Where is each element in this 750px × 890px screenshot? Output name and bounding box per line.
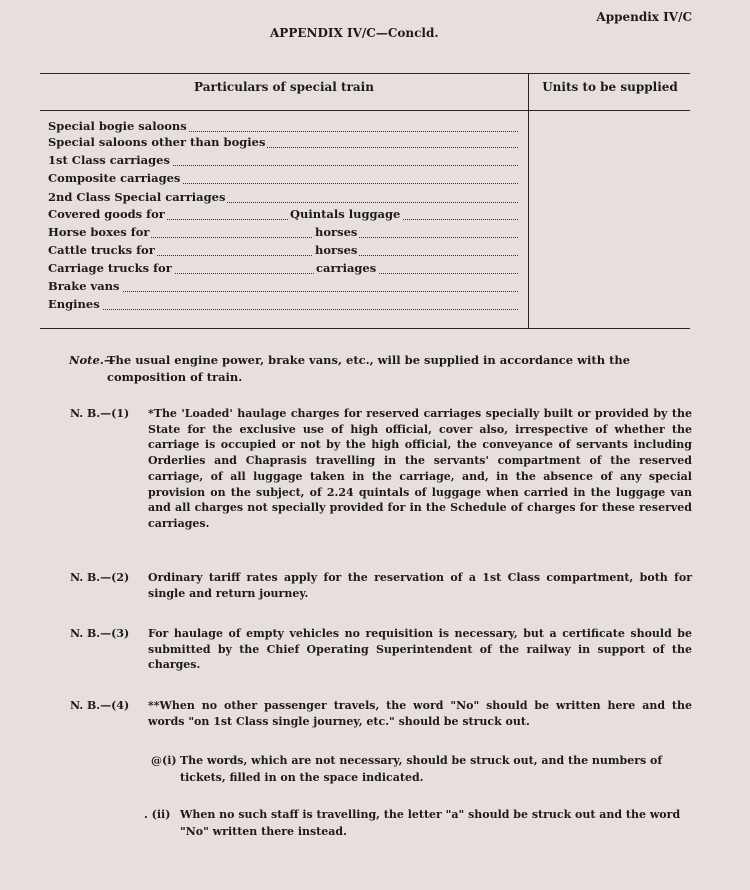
page-title: APPENDIX IV/C—Concld. (270, 26, 439, 40)
nb-tag-2: N. B.—(2) (70, 571, 130, 584)
table-row (48, 135, 518, 150)
row-label: Engines (48, 297, 100, 311)
row-unit: Quintals luggage (290, 207, 401, 221)
row-label: Special saloons other than bogies (48, 135, 266, 149)
table-row (48, 243, 518, 258)
row-label: Cattle trucks for (48, 243, 155, 257)
row-label: Covered goods for (48, 207, 165, 221)
table-row (48, 225, 518, 240)
row-label: Carriage trucks for (48, 261, 172, 275)
table-row (48, 190, 518, 205)
table-bottom-rule (40, 328, 690, 329)
row-label: Horse boxes for (48, 225, 150, 239)
row-label: Composite carriages (48, 171, 181, 185)
sub-item-1 (151, 752, 692, 786)
table-row (48, 207, 518, 222)
row-label: 2nd Class Special carriages (48, 190, 226, 204)
table-row (48, 297, 518, 312)
row-unit: carriages (316, 261, 377, 275)
table-top-rule (40, 73, 690, 74)
row-unit: horses (315, 225, 358, 239)
column-header-particulars: Particulars of special train (194, 80, 374, 94)
nb-paragraph-3 (70, 626, 692, 673)
sub-text-2: When no such staff is travelling, the letter "a" should be struck out and the word "No" written there instead. (180, 808, 681, 838)
table-row (48, 119, 518, 134)
table-column-divider (528, 73, 529, 329)
table-row (48, 153, 518, 168)
table-row (48, 279, 518, 294)
sub-tag-2: . (ii) (144, 808, 171, 821)
sub-item-2 (144, 806, 692, 840)
table-header-rule (40, 110, 690, 111)
row-label: Brake vans (48, 279, 120, 293)
nb-tag-1: N. B.—(1) (70, 407, 130, 420)
sub-tag-1: @(i) (151, 754, 177, 767)
note-paragraph (69, 352, 692, 386)
appendix-corner-label: Appendix IV/C (596, 10, 692, 24)
note-tag: Note.— (69, 353, 116, 367)
note-text: The usual engine power, brake vans, etc., will be supplied in accordance with the composition of train. (107, 353, 631, 384)
nb-tag-3: N. B.—(3) (70, 627, 130, 640)
table-row (48, 261, 518, 276)
table-row (48, 171, 518, 186)
sub-text-1: The words, which are not necessary, should be struck out, and the numbers of tickets, filled in on the space indicated. (180, 754, 663, 784)
nb-text-2: Ordinary tariff rates apply for the reservation of a 1st Class compartment, both for single and return journey. (148, 571, 692, 600)
nb-paragraph-1 (70, 406, 692, 532)
row-label: Special bogie saloons (48, 119, 187, 133)
column-header-units: Units to be supplied (542, 80, 678, 94)
nb-paragraph-2 (70, 570, 692, 601)
nb-tag-4: N. B.—(4) (70, 699, 130, 712)
row-unit: horses (315, 243, 358, 257)
nb-text-1: *The 'Loaded' haulage charges for reserved carriages specially built or provided by the State for the exclusive use of high official, cover also, irrespective of whether the carriage is occupied or not by the high official, the conveyance of servants including Orderlies and Chaprasis travelling in the servants' compartment of the reserved carriage, of all luggage taken in the carriage, and, in the absence of any special provision on the subject, of 2.24 quintals of luggage when carried in the luggage van and all charges not specially provided for in the Schedule of charges for these reserved carriages. (148, 407, 692, 530)
nb-text-3: For haulage of empty vehicles no requisition is necessary, but a certificate should be submitted by the Chief Operating Superintendent of the railway in support of the charges. (148, 627, 692, 672)
nb-paragraph-4 (70, 698, 692, 729)
nb-text-4: **When no other passenger travels, the word "No" should be written here and the words "on 1st Class single journey, etc." should be struck out. (148, 699, 692, 728)
row-label: 1st Class carriages (48, 153, 170, 167)
